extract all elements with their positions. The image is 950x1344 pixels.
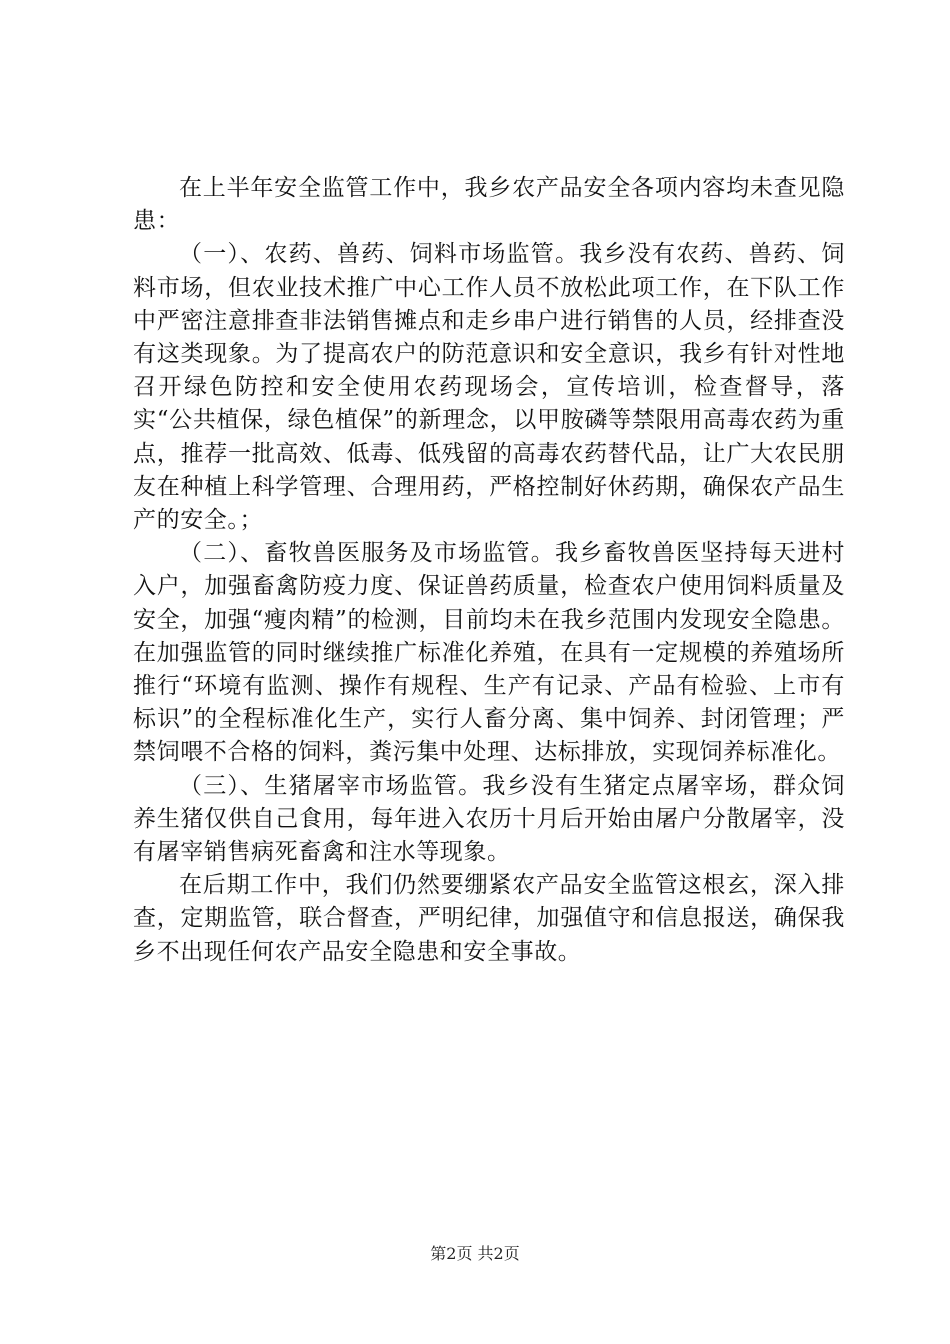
page-number-footer: 第2页 共2页 (430, 1244, 520, 1263)
closing-paragraph: 在后期工作中，我们仍然要绷紧农产品安全监管这根玄，深入排查，定期监管，联合督查，严明纪律，加强值守和信息报送，确保我乡不出现任何农产品安全隐患和安全事故。 (133, 872, 845, 965)
intro-paragraph: 在上半年安全监管工作中，我乡农产品安全各项内容均未查见隐患： (133, 175, 845, 235)
section-two-paragraph: （二）、畜牧兽医服务及市场监管。我乡畜牧兽医坚持每天进村入户，加强畜禽防疫力度、保证兽药质量，检查农户使用饲料质量及安全，加强“瘦肉精”的检测，目前均未在我乡范围内发现安全隐患。在加强监管的同时继续推广标准化养殖，在具有一定规模的养殖场所推行“环境有监测、操作有规程、生产有记录、产品有检验、上市有标识”的全程标准化生产，实行人畜分离、集中饲养、封闭管理；严禁饲喂不合格的饲料，粪污集中处理、达标排放，实现饲养标准化。 (133, 540, 845, 766)
section-three-paragraph: （三）、生猪屠宰市场监管。我乡没有生猪定点屠宰场，群众饲养生猪仅供自己食用，每年进入农历十月后开始由屠户分散屠宰，没有屠宰销售病死畜禽和注水等现象。 (133, 772, 845, 866)
document-body (133, 172, 845, 969)
section-one-paragraph: （一）、农药、兽药、饲料市场监管。我乡没有农药、兽药、饲料市场，但农业技术推广中心工作人员不放松此项工作，在下队工作中严密注意排查非法销售摊点和走乡串户进行销售的人员，经排查没有这类现象。为了提高农户的防范意识和安全意识，我乡有针对性地召开绿色防控和安全使用农药现场会，宣传培训，检查督导，落实“公共植保，绿色植保”的新理念，以甲胺磷等禁限用高毒农药为重点，推荐一批高效、低毒、低残留的高毒农药替代品，让广大农民朋友在种植上科学管理、合理用药，严格控制好休药期，确保农产品生产的安全。； (133, 241, 845, 534)
